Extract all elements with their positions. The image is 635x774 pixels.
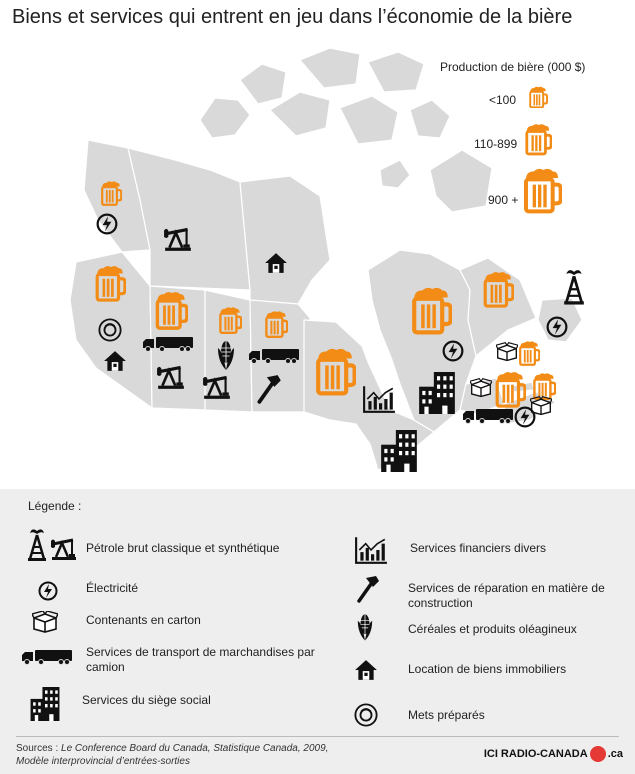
brand-right: .ca — [607, 747, 623, 760]
beer-mug-icon — [520, 341, 539, 364]
legend-panel — [0, 489, 635, 774]
sources-prefix: Sources : — [16, 743, 62, 754]
carton-icon — [32, 611, 58, 633]
legend-item-office: Services du siège social — [82, 693, 211, 707]
office-building-icon — [30, 687, 60, 721]
brand-left: ICI RADIO-CANADA — [483, 747, 588, 760]
production-tier-label: <100 — [489, 93, 517, 107]
legend-item-house: Location de biens immobiliers — [408, 662, 567, 676]
truck-icon — [463, 409, 513, 424]
legend-item-meal: Mets préparés — [408, 708, 485, 722]
production-tier-label: 110-899 — [474, 137, 518, 151]
prepared-meal-icon — [354, 703, 378, 727]
beer-mug-icon — [526, 169, 561, 211]
carton-icon — [496, 343, 518, 361]
hammer-icon — [356, 575, 380, 603]
oil-icon — [26, 527, 78, 563]
beer-mug-icon — [530, 87, 547, 108]
canada-map — [0, 40, 635, 490]
beer-mug-icon — [527, 124, 551, 154]
production-tier-label: 900 + — [488, 193, 519, 207]
legend-title: Légende : — [28, 499, 82, 513]
legend-item-electricity: Électricité — [86, 581, 139, 595]
legend-item-truck: Services de transport de marchandises par camion — [86, 645, 315, 674]
sources-line-1: Le Conference Board du Canada, Statistique Canada, 2009, — [61, 743, 329, 754]
electricity-icon — [38, 581, 58, 601]
oil-derrick-icon — [564, 270, 584, 304]
radio-canada-gem-icon — [590, 746, 606, 762]
truck-icon — [20, 649, 74, 665]
production-legend-title: Production de bière (000 $) — [440, 60, 586, 74]
house-icon — [354, 659, 378, 681]
legend-item-hammer: Services de réparation en matière de construction — [408, 581, 605, 610]
page-title: Biens et services qui entrent en jeu dans l’économie de la bière — [12, 6, 573, 28]
legend-divider — [16, 736, 619, 737]
legend-item-financial: Services financiers divers — [410, 541, 547, 555]
corn-icon — [356, 611, 374, 643]
sources-note — [16, 742, 328, 768]
sources-line-2: Modèle interprovincial d’entrées-sorties — [16, 756, 190, 767]
financial-chart-icon — [354, 535, 388, 565]
legend-item-oil: Pétrole brut classique et synthétique — [86, 541, 280, 555]
legend-item-corn: Céréales et produits oléagineux — [408, 622, 577, 636]
legend-item-carton: Contenants en carton — [86, 613, 201, 627]
radio-canada-logo[interactable] — [484, 746, 623, 762]
